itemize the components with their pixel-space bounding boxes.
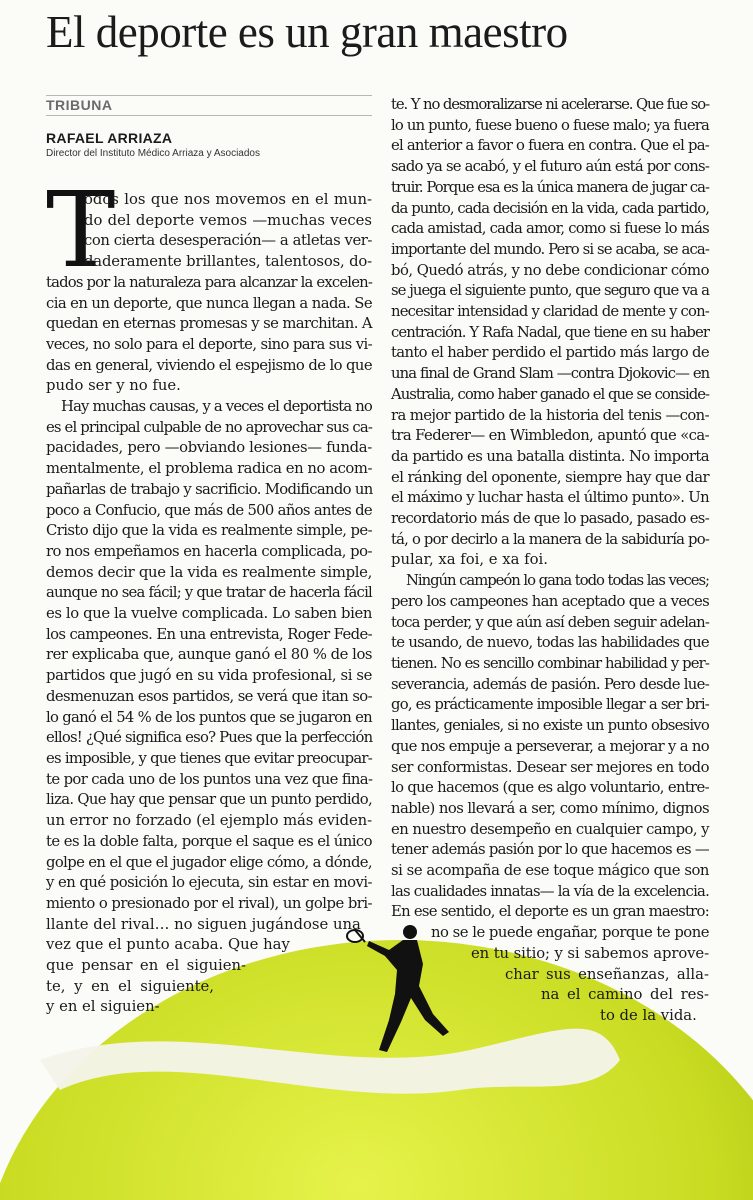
text-line: te. Y no desmoralizarse ni acelerarse. Que fue so- [391, 96, 709, 113]
text-line: do del deporte vemos —muchas veces [84, 211, 372, 229]
text-line: tanto el haber perdido el partido más largo de [391, 344, 709, 362]
text-line: En ese sentido, el deporte es un gran maestro: [391, 903, 709, 921]
author-name: RAFAEL ARRIAZA [46, 130, 173, 146]
text-line: liza. Que hay que pensar que un punto perdido, [46, 791, 373, 809]
text-line: el máximo y luchar hasta el último punto». Un [391, 489, 709, 507]
text-line: si se acompaña de ese toque mágico que son [391, 862, 710, 880]
text-line: golpe en el que el jugador elige cómo, a dónde, [46, 853, 372, 871]
text-line: un error no forzado (el ejemplo más eviden- [46, 812, 373, 830]
headline: El deporte es un gran maestro [46, 7, 568, 57]
text-line: desmenuzan esos partidos, se verá que itan so- [46, 687, 373, 705]
text-line: y en el siguien- [46, 998, 160, 1016]
author-role: Director del Instituto Médico Arriaza y Asociados [46, 148, 260, 159]
text-line: bó, Quedó atrás, y no debe condicionar cómo [391, 261, 709, 279]
text-line: partidos que jugó en su vida profesional, si se [46, 667, 372, 685]
text-line: no se le puede engañar, porque te pone [431, 924, 710, 942]
text-line: sado ya se acabó, y el futuro aún está por cons- [391, 158, 710, 176]
text-line: te es la doble falta, porque el saque es el único [46, 832, 372, 850]
text-line: vez que el punto acaba. Que hay [46, 936, 290, 954]
text-line: pular, xa foi, e xa foi. [391, 551, 548, 569]
text-line: pero los campeones han aceptado que a veces [391, 592, 709, 610]
text-line: truir. Porque esa es la única manera de jugar ca- [391, 178, 709, 196]
text-line: Hay muchas causas, y a veces el deportista no [61, 398, 373, 416]
text-line: Ningún campeón lo gana todo todas las veces; [406, 572, 709, 590]
text-line: tienen. No es sencillo combinar habilidad y per- [391, 654, 709, 672]
article-column-2 [391, 95, 709, 1027]
text-line: en nuestro desempeño en cualquier campo, y [391, 820, 709, 838]
text-line: pacidades, pero —obviando lesiones— funda- [46, 439, 372, 457]
text-line: te usando, de nuevo, todas las habilidades que [391, 634, 709, 652]
text-line: en tu sitio; y si sabemos aprove- [471, 944, 710, 962]
text-line: nable) nos llevará a ser, como mínimo, dignos [391, 799, 709, 817]
text-line: llantes, geniales, si no existe un punto obsesivo [391, 717, 709, 735]
text-line: se juega el siguiente punto, que seguro que va a [391, 282, 709, 300]
text-line: centración. Y Rafa Nadal, que tiene en su haber [391, 323, 709, 341]
text-line: miento o presionado por el rival), un golpe bri- [46, 894, 372, 912]
text-line: tá, o por decirlo a la manera de la sabiduría po- [391, 530, 710, 548]
text-line: severancia, además de pasión. Pero desde lue- [391, 675, 710, 693]
text-line: to de la vida. [600, 1006, 697, 1024]
text-line: pudo ser y no fue. [46, 377, 181, 395]
text-line: quedan en eternas promesas y se marchitan. A [46, 315, 372, 333]
text-line: char sus enseñanzas, alla- [505, 965, 709, 983]
text-line: ro nos empeñamos en hacerla complicada, po- [46, 542, 372, 560]
text-line: mentalmente, el problema radica en no acom- [46, 460, 372, 478]
text-line: es lo que la vuelve complicada. Lo saben bien [46, 605, 372, 623]
text-line: cia en un deporte, que nunca llegan a nada. Se [46, 294, 372, 312]
drop-cap: T [46, 169, 116, 291]
text-line: lo que hacemos (que es algo voluntario, entre- [391, 779, 709, 797]
text-line: da partido es una batalla distinta. No importa [391, 447, 710, 465]
section-label: TRIBUNA [46, 95, 372, 116]
text-line: ra mejor partido de la historia del tenis —con- [391, 406, 709, 424]
text-line: el anterior a favor o fuera en contra. Que el pa- [391, 137, 709, 155]
text-line: tados por la naturaleza para alcanzar la excelen- [46, 273, 373, 291]
text-line: tener además pasión por lo que hacemos es — [391, 841, 709, 859]
text-line: toca perder, y que aún así deben seguir adelan- [391, 613, 710, 631]
text-line: que pensar en el siguien- [46, 957, 246, 975]
text-line: una final de Grand Slam —contra Djokovic— en [391, 365, 710, 383]
text-line: cada amistad, cada amor, como si fuese lo más [391, 220, 710, 238]
text-line: poco a Confucio, que más de 500 años antes de [46, 501, 372, 519]
text-line: lo ganó el 54 % de los puntos que se jugaron en [46, 708, 372, 726]
text-line: te, y en el siguiente, [46, 977, 214, 995]
text-line: veces, no solo para el deporte, sino para sus vi- [46, 335, 373, 353]
text-line: daderamente brillantes, talentosos, do- [84, 253, 372, 271]
text-line: es imposible, y que tienes que evitar preocupar- [46, 749, 373, 767]
text-line: Australia, como haber ganado el que se conside- [391, 385, 710, 403]
text-line: da punto, cada decisión en la vida, cada partido, [391, 199, 709, 217]
text-line: das en general, viviendo el espejismo de lo que [46, 356, 372, 374]
text-line: lo un punto, fuese bueno o fuese malo; ya fuera [391, 116, 709, 134]
text-line: ellos! ¿Qué significa eso? Pues que la perfección [46, 729, 373, 747]
text-line: na el camino del res- [541, 986, 709, 1004]
text-line: llante del rival… no siguen jugándose una [46, 915, 361, 933]
text-line: aunque no sea fácil; y que tratar de hacerla fácil [46, 584, 372, 602]
drop-cap-lines [46, 190, 372, 273]
text-line: que nos empuje a perseverar, a mejorar y a no [391, 737, 709, 755]
text-line: las cualidades innatas— la vía de la excelencia. [391, 882, 710, 900]
text-line: rer explicaba que, aunque ganó el 80 % de los [46, 646, 372, 664]
text-line: es el principal culpable de no aprovechar sus ca- [46, 418, 373, 436]
text-line: con cierta desesperación— a atletas ver- [84, 232, 373, 250]
text-line: importante del mundo. Pero si se acaba, se aca- [391, 240, 709, 258]
text-line: Cristo dijo que la vida es realmente simple, pe- [46, 522, 373, 540]
text-line: ser conformistas. Desear ser mejores en todo [391, 758, 709, 776]
text-line: go, es prácticamente imposible llegar a ser bri- [391, 696, 709, 714]
text-line: el ránking del oponente, siempre hay que dar [391, 468, 710, 486]
text-line: te por cada uno de los puntos una vez que fina- [46, 770, 373, 788]
text-line: odos los que nos movemos en el mun- [84, 191, 372, 208]
article-column-1 [46, 190, 372, 1018]
text-line: tra Federer— en Wimbledon, apuntó que «ca- [391, 427, 710, 445]
text-line: y en qué posición lo ejecuta, sin estar en movi- [46, 874, 373, 892]
text-line: demos decir que la vida es realmente simple, [46, 563, 373, 581]
text-line: necesitar intensidad y claridad de mente y con- [391, 303, 709, 321]
text-line: los campeones. En una entrevista, Roger Fede- [46, 625, 373, 643]
text-line: pañarlas de trabajo y sacrificio. Modificando un [46, 480, 373, 498]
text-line: recordatorio más de que lo pasado, pasado es- [391, 510, 710, 528]
